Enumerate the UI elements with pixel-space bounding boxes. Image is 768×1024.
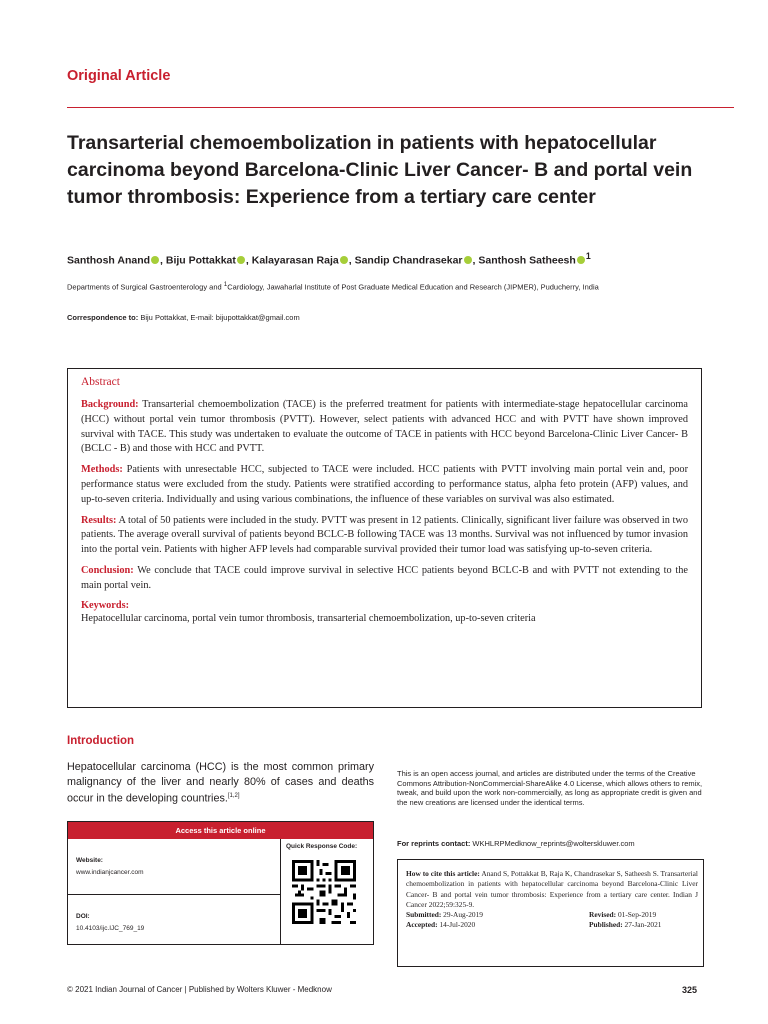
affiliation-text: Departments of Surgical Gastroenterology and xyxy=(67,282,224,292)
qr-label: Quick Response Code: xyxy=(286,843,358,850)
reprints-email[interactable]: WKHLRPMedknow_reprints@wolterskluwer.com xyxy=(470,839,635,848)
affiliation-marker: 1 xyxy=(223,281,228,288)
author-separator: , xyxy=(160,254,166,267)
published-label: Published: xyxy=(589,920,623,930)
author-name[interactable]: Santhosh Satheesh xyxy=(478,254,576,267)
submitted-date xyxy=(406,910,483,920)
doi-label: DOI: xyxy=(76,913,90,920)
methods-label: Methods: xyxy=(81,464,123,476)
published-date xyxy=(589,920,661,930)
methods-text: Patients with unresectable HCC, subjected to TACE were included. HCC patients with PVTT involving main portal vein and, poor performance status were excluded from the study. Patients were stratified according to performance status, alpha feto protein (AFP) values, and up-to-seven criteria. Individually and using various combinations, the influence of these variables on survival was also estimated. xyxy=(81,464,688,505)
background-label: Background: xyxy=(81,399,139,410)
reprints-contact xyxy=(397,839,635,848)
footer-copyright: © 2021 Indian Journal of Cancer | Published by Wolters Kluwer - Medknow xyxy=(67,985,332,994)
access-box-divider xyxy=(280,839,281,944)
header-divider xyxy=(67,107,734,108)
article-type-label: Original Article xyxy=(67,68,171,84)
results-text: A total of 50 patients were included in the study. PVTT was present in 12 patients. Clinically, significant liver failure was observed in two patients. The average overall survival of patients beyond BCLC-B following TACE was 13 months. Survival was not influenced by tumor invasion into the portal vein. Patients with higher AFP levels had comparable survival provided their tumor load was satisfying up-to-seven criteria. xyxy=(81,514,688,556)
access-box-header: Access this article online xyxy=(68,822,373,839)
access-box-divider xyxy=(68,894,280,895)
revised-label: Revised: xyxy=(589,910,617,920)
orcid-icon[interactable] xyxy=(340,256,348,264)
author-separator: , xyxy=(245,254,252,267)
correspondence xyxy=(67,313,300,322)
abstract-box xyxy=(67,368,702,708)
author-separator: , xyxy=(472,254,479,267)
submitted-label: Submitted: xyxy=(406,910,442,920)
author-name[interactable]: Kalayarasan Raja xyxy=(251,254,339,267)
reprints-label: For reprints contact: xyxy=(397,839,471,848)
orcid-icon[interactable] xyxy=(577,256,585,264)
accepted-date xyxy=(406,920,475,930)
revised-value: 01-Sep-2019 xyxy=(616,910,657,920)
conclusion-text: We conclude that TACE could improve survival in selective HCC patients beyond BCLC-B and with PVTT not extending to the main portal vein. xyxy=(81,564,688,591)
abstract-conclusion xyxy=(81,564,688,594)
introduction-body: Hepatocellular carcinoma (HCC) is the most common primary malignancy of the liver and nearly 80% of cases and deaths occur in the developing countries. xyxy=(67,761,374,805)
author-name[interactable]: Santhosh Anand xyxy=(67,254,151,267)
article-title: Transarterial chemoembolization in patients with hepatocellular carcinoma beyond Barcelona-Clinic Liver Cancer- B and portal vein tumor thrombosis: Experience from a tertiary care center xyxy=(67,132,693,208)
citation-body: Anand S, Pottakkat B, Raja K, Chandrasekar S, Satheesh S. Transarterial chemoembolization in patients with hepatocellular carcinoma beyond Barcelona-Clinic Liver Cancer- B and portal vein tumor thrombosis: Experience from a tertiary care center. Indian J Cancer 2022;59:325-9. xyxy=(406,869,698,909)
orcid-icon[interactable] xyxy=(237,256,245,264)
abstract-background xyxy=(81,398,688,457)
author-separator: , xyxy=(348,254,355,267)
background-text: Transarterial chemoembolization (TACE) is the preferred treatment for patients with intermediate-stage hepatocellular carcinoma (HCC) without portal vein tumor thrombosis (PVTT). However, select patients with advanced HCC and with PVTT have shown improved survival with TACE. This study was undertaken to evaluate the outcome of TACE in patients with HCC beyond Barcelona-Clinic Liver Cancer- B (BCLC - B) and those with HCC and PVTT. xyxy=(81,399,688,455)
website-label: Website: xyxy=(76,857,103,864)
orcid-icon[interactable] xyxy=(464,256,472,264)
citation-ref[interactable]: [1,2] xyxy=(227,793,240,799)
article-dates xyxy=(406,910,698,934)
accepted-label: Accepted: xyxy=(406,920,438,930)
published-value: 27-Jan-2021 xyxy=(622,920,662,930)
revised-date xyxy=(589,910,656,920)
correspondence-label: Correspondence to: xyxy=(67,313,139,322)
citation-label: How to cite this article: xyxy=(406,869,480,878)
access-article-box xyxy=(67,821,374,945)
author-name[interactable]: Biju Pottakkat xyxy=(165,254,236,267)
access-info-panel xyxy=(68,839,280,944)
orcid-icon[interactable] xyxy=(151,256,159,264)
keywords-text: Hepatocellular carcinoma, portal vein tumor thrombosis, transarterial chemoembolization, up-to-seven criteria xyxy=(81,612,536,624)
abstract-results xyxy=(81,514,688,558)
abstract-methods xyxy=(81,463,688,507)
citation-box xyxy=(397,859,704,967)
qr-code-icon[interactable] xyxy=(292,860,356,924)
correspondence-text[interactable]: Biju Pottakkat, E-mail: bijupottakkat@gmail.com xyxy=(138,313,300,322)
author-list xyxy=(67,251,727,267)
introduction-heading: Introduction xyxy=(67,735,135,747)
license-notice: This is an open access journal, and articles are distributed under the terms of the Creative Commons Attribution-NonCommercial-ShareAlike 4.0 License, which allows others to remix, tweak, and build upon the work non-commercially, as long as appropriate credit is given and the new creations are licensed under the identical terms. xyxy=(397,769,703,807)
citation-text xyxy=(406,869,698,910)
abstract-heading: Abstract xyxy=(81,376,120,388)
conclusion-label: Conclusion: xyxy=(81,564,134,576)
results-label: Results: xyxy=(81,514,117,526)
affiliation-text: Cardiology, Jawaharlal Institute of Post Graduate Medical Education and Research (JIPMER), Puducherry, India xyxy=(227,282,599,292)
keywords-label: Keywords: xyxy=(81,599,130,611)
website-link[interactable]: www.indianjcancer.com xyxy=(76,869,144,876)
accepted-value: 14-Jul-2020 xyxy=(437,920,476,930)
introduction-text xyxy=(67,760,374,806)
page-number: 325 xyxy=(682,985,698,995)
affiliation xyxy=(67,279,707,293)
author-name[interactable]: Sandip Chandrasekar xyxy=(354,254,463,267)
doi-link[interactable]: 10.4103/ijc.IJC_769_19 xyxy=(76,925,145,932)
submitted-value: 29-Aug-2019 xyxy=(441,910,483,920)
author-affiliation-marker: 1 xyxy=(585,251,591,261)
